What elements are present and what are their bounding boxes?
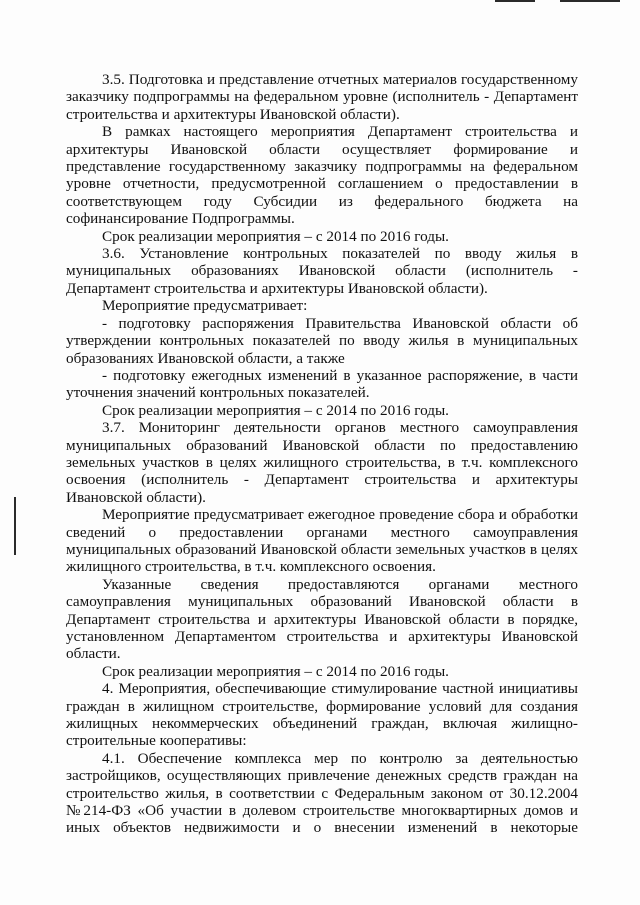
paragraph-3-6: 3.6. Установление контрольных показателей по вводу жилья в муниципальных образованиях Ивановской области (исполнитель - Департамент строительства и архитектуры Ивановской области). xyxy=(66,245,578,297)
scan-artifact-top-right xyxy=(560,0,620,2)
paragraph-3-7-description: Мероприятие предусматривает ежегодное проведение сбора и обработки сведений о предоставлении органами местного самоуправления муниципальных образований Ивановской области земельных участков в целях жилищного строительства, в т.ч. комплексного освоения. xyxy=(66,506,578,576)
paragraph-4: 4. Мероприятия, обеспечивающие стимулирование частной инициативы граждан в жилищном строительстве, формирование условий для создания жилищных некоммерческих объединений граждан, включая жилищно-строительные кооперативы: xyxy=(66,680,578,750)
paragraph-3-6-intro: Мероприятие предусматривает: xyxy=(102,297,308,315)
document-body xyxy=(66,71,578,837)
paragraph-3-7-deadline: Срок реализации мероприятия – с 2014 по 2016 годы. xyxy=(102,662,449,680)
paragraph-3-6-deadline: Срок реализации мероприятия – с 2014 по 2016 годы. xyxy=(102,401,449,419)
paragraph-3-5: 3.5. Подготовка и представление отчетных материалов государственному заказчику подпрограммы на федеральном уровне (исполнитель - Департамент строительства и архитектуры Ивановской области). xyxy=(66,71,578,123)
paragraph-3-6-item-2: - подготовку ежегодных изменений в указанное распоряжение, в части уточнения значений контрольных показателей. xyxy=(66,366,578,402)
paragraph-3-7-details: Указанные сведения предоставляются органами местного самоуправления муниципальных образований Ивановской области в Департамент строительства и архитектуры Ивановской области в порядке, установленном Департаментом строительства и архитектуры Ивановской области. xyxy=(66,575,578,663)
scan-artifact-top xyxy=(495,0,535,2)
paragraph-3-5-description: В рамках настоящего мероприятия Департамент строительства и архитектуры Ивановской области осуществляет формирование и представление государственному заказчику подпрограммы на федеральном уровне отчетности, предусмотренной соглашением о предоставлении в соответствующем году Субсидии из федерального бюджета на софинансирование Подпрограммы. xyxy=(66,123,578,228)
paragraph-3-6-item-1: - подготовку распоряжения Правительства Ивановской области об утверждении контрольных показателей по вводу жилья в муниципальных образованиях Ивановской области, а также xyxy=(66,314,578,367)
paragraph-3-7: 3.7. Мониторинг деятельности органов местного самоуправления муниципальных образований Ивановской области по предоставлению земельных участков в целях жилищного строительства, в т.ч. комплексного освоения (исполнитель - Департамент строительства и архитектуры Ивановской области). xyxy=(66,419,578,506)
scan-artifact-left-margin xyxy=(14,497,16,555)
paragraph-4-1: 4.1. Обеспечение комплекса мер по контролю за деятельностью застройщиков, осуществляющих привлечение денежных средств граждан на строительство жилья, в соответствии с Федеральным законом от 30.12.2004 №214-ФЗ «Об участии в долевом строительстве многоквартирных домов и иных объектов недвижимости и о внесении изменений в некоторые xyxy=(66,749,578,837)
paragraph-3-5-deadline: Срок реализации мероприятия – с 2014 по 2016 годы. xyxy=(102,227,449,245)
